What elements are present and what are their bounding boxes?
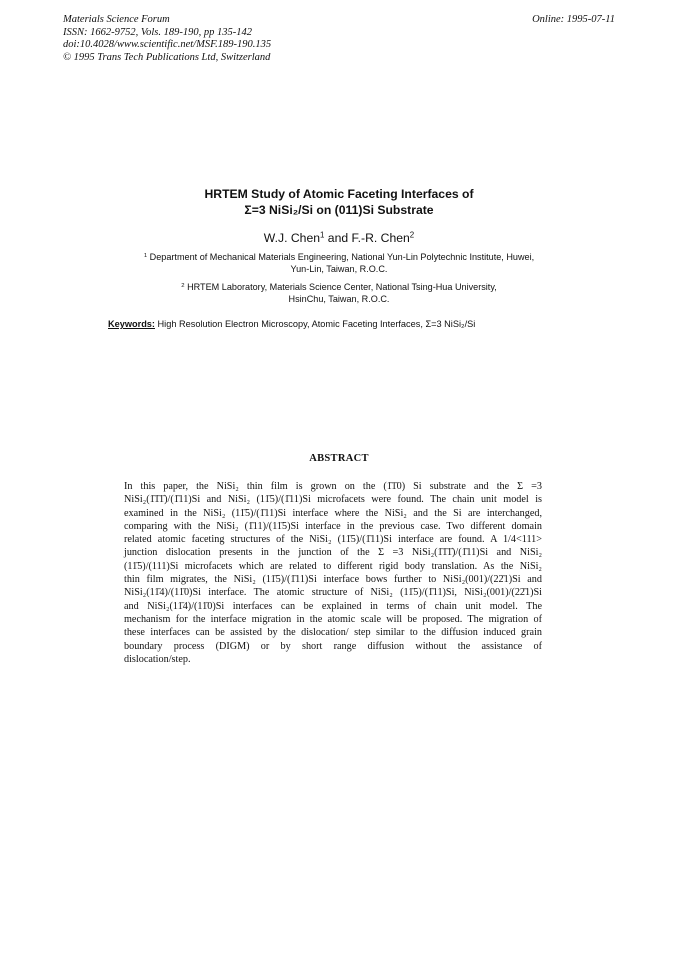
- abstract-body: [124, 480, 542, 666]
- abstract-line: dislocation/step.: [124, 653, 191, 665]
- abstract-line: and NiSi₂(11̄4)/(11̄0)Si interfaces can be explained in terms of chain unit model. The: [124, 600, 542, 612]
- abstract-line: boundary process (DIGM) or by short range diffusion without the assistance of: [124, 640, 542, 652]
- keywords-text: High Resolution Electron Microscopy, Atomic Faceting Interfaces, Σ=3 NiSi₂/Si: [154, 319, 476, 329]
- author-list: [0, 231, 678, 245]
- affiliation-line: [0, 252, 678, 264]
- paper-title: [0, 186, 678, 218]
- abstract-line: NiSi₂(11̄4)/(11̄0)Si interface. The atomic structure of NiSi₂ (11̄5)/(1̄11)Si, NiSi₂(001)/(22̄1)Si: [124, 587, 542, 599]
- abstract-line: thin film migrates, the NiSi₂ (11̄5)/(1̄11)Si interface bows further to NiSi₂(001)/(22̄1)Si and: [124, 574, 542, 586]
- journal-citation-block: [63, 14, 271, 64]
- affiliation-mark: 1: [143, 252, 148, 259]
- keywords-label: Keywords:: [108, 319, 155, 329]
- doi-link[interactable]: doi:10.4028/www.scientific.net/MSF.189-190.135: [63, 39, 272, 50]
- keywords-line: [108, 319, 475, 329]
- affiliation-line: HsinChu, Taiwan, R.O.C.: [288, 293, 390, 304]
- affiliation-mark: 2: [181, 282, 185, 289]
- abstract-line: examined in the NiSi₂ (11̄5)/(1̄11)Si interface where the NiSi₂ and the Si are interchanged,: [124, 507, 542, 519]
- affiliation-text: HRTEM Laboratory, Materials Science Center, National Tsing-Hua University,: [184, 282, 497, 292]
- abstract-line: junction dislocation presents in the junction of the Σ =3 NiSi₂(1̄1̄1̄)/(1̄11)Si and NiSi₂: [124, 547, 542, 559]
- abstract-heading: ABSTRACT: [309, 453, 369, 464]
- abstract-line: comparing with the NiSi₂ (1̄11)/(11̄5)Si interface in the previous case. Two different domain: [124, 520, 542, 532]
- copyright-line: © 1995 Trans Tech Publications Ltd, Switzerland: [63, 51, 271, 63]
- abstract-line: mechanism for the interface migration in the atomic scale will be proposed. The migration of: [124, 613, 542, 625]
- author-conjunction: and: [324, 231, 352, 245]
- abstract-line: NiSi₂(1̄1̄1̄)/(1̄11)Si and NiSi₂ (11̄5)/(1̄11)Si microfacets were found. The chain unit model is: [124, 494, 542, 506]
- affiliation-text: Department of Mechanical Materials Engineering, National Yun-Lin Polytechnic Institute, Huwei,: [147, 252, 535, 262]
- doi-line[interactable]: [63, 39, 271, 52]
- abstract-line: In this paper, the NiSi₂ thin film is grown on the (1̄1̄0) Si substrate and the Σ =3: [124, 481, 542, 492]
- affiliation-line: [0, 282, 678, 294]
- author-name: F.-R. Chen: [351, 231, 410, 245]
- paper-title-line-1: HRTEM Study of Atomic Faceting Interfaces of: [204, 187, 474, 201]
- affiliation-2: [0, 282, 678, 305]
- online-date: Online: 1995-07-11: [532, 14, 615, 25]
- affiliation-line: Yun-Lin, Taiwan, R.O.C.: [290, 263, 388, 274]
- paper-title-line-2: Σ=3 NiSi₂/Si on (011)Si Substrate: [244, 203, 434, 217]
- abstract-line: these interfaces can be assisted by the dislocation/ step similar to the diffusion induced grain: [124, 627, 542, 639]
- author-name: W.J. Chen: [263, 231, 321, 245]
- journal-name: Materials Science Forum: [63, 14, 170, 25]
- affiliation-mark: 1: [320, 230, 325, 240]
- issn-line: ISSN: 1662-9752, Vols. 189-190, pp 135-142: [63, 26, 252, 38]
- abstract-line: (11̄5)/(111)Si microfacets which are related to different rigid body translation. As the NiSi₂: [124, 560, 542, 572]
- abstract-line: related atomic faceting structures of the NiSi₂ (11̄5)/(1̄11)Si interface are found. A 1/4<111>: [124, 534, 542, 546]
- affiliation-mark: 2: [409, 230, 415, 240]
- affiliation-1: [0, 252, 678, 275]
